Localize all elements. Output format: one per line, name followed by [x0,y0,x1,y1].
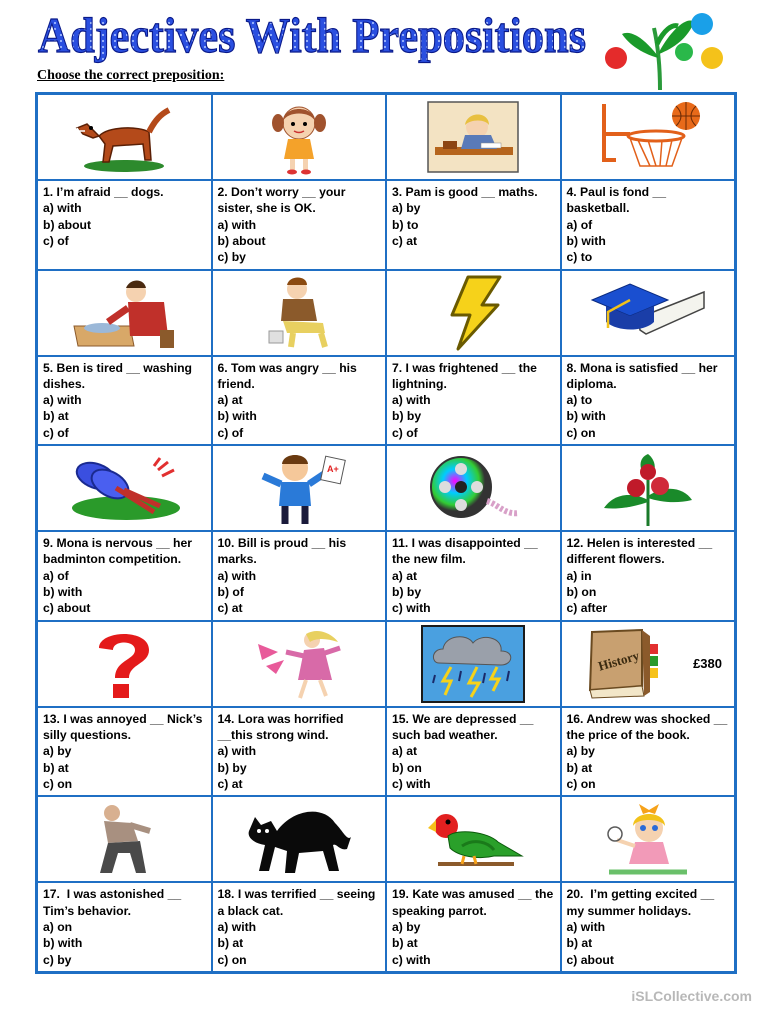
girl-icon [264,99,334,175]
question-text: 10. Bill is proud __ his marks. [217,536,350,567]
question-mark-icon [89,626,159,702]
option-b[interactable]: b) by [217,760,247,775]
student-writing-icon [427,101,519,173]
exercise-item [213,95,386,269]
colorful-plant-logo-icon [602,6,730,92]
option-c[interactable]: c) at [392,233,418,248]
windy-girl-icon [254,626,344,702]
option-a[interactable]: a) by [43,744,72,759]
exercise-item [38,95,211,269]
option-a[interactable]: a) with [217,568,257,583]
option-c[interactable]: c) of [43,233,69,248]
option-c[interactable]: c) to [566,250,593,265]
option-b[interactable]: b) by [392,409,422,424]
question-text: 5. Ben is tired __ washing dishes. [43,360,196,391]
option-c[interactable]: c) with [392,601,431,616]
option-c[interactable]: c) of [392,425,418,440]
option-c[interactable]: c) on [566,425,596,440]
page-title [34,2,594,64]
option-b[interactable]: b) on [566,585,597,600]
parrot-icon [418,806,528,872]
exercise-item [387,797,560,971]
exercise-item [562,797,735,971]
question-text: 13. I was annoyed __ Nick’s silly questions. [43,711,206,743]
lightning-bolt-icon [438,275,508,351]
question-text: 2. Don’t worry __ your sister, she is OK. [217,185,349,216]
svg-text:A+: A+ [326,464,339,475]
option-b[interactable]: b) by [392,585,422,600]
option-b[interactable]: b) to [392,217,419,232]
question-text: 7. I was frightened __ the lightning. [392,360,541,391]
option-c[interactable]: c) of [43,425,69,440]
option-c[interactable]: c) on [43,776,73,791]
flower-icon [598,450,698,526]
dog-icon [69,100,179,174]
option-c[interactable]: c) at [217,601,243,616]
option-b[interactable]: b) at [566,936,593,951]
question-text: 14. Lora was horrified __this strong wind. [217,711,347,743]
option-b[interactable]: b) at [566,760,593,775]
option-c[interactable]: c) after [566,601,608,616]
exercise-item [387,446,560,620]
girl-butterfly-icon [603,800,693,878]
question-text: 16. Andrew was shocked __ the price of the book. [566,711,731,743]
option-a[interactable]: a) with [217,217,257,232]
badminton-rackets-icon [66,454,182,522]
exercise-item [562,271,735,445]
option-a[interactable]: a) with [43,393,82,408]
option-b[interactable]: b) at [43,760,69,775]
option-b[interactable]: b) with [566,409,606,424]
exercise-item [562,622,735,796]
black-cat-icon [243,801,355,877]
option-c[interactable]: c) with [392,952,431,967]
watermark: iSLCollective.com [631,988,752,1004]
boy-washing-dishes-icon [72,276,176,350]
option-a[interactable]: a) at [392,568,418,583]
exercise-item [213,446,386,620]
option-c[interactable]: c) by [43,952,72,967]
question-text: 18. I was terrified __ seeing a black cat. [217,887,379,918]
exercise-item [38,446,211,620]
option-b[interactable]: b) about [217,233,266,248]
exercise-item [38,622,211,796]
option-a[interactable]: a) with [566,919,606,934]
option-c[interactable]: c) on [217,952,247,967]
option-c[interactable]: c) at [217,776,243,791]
option-a[interactable]: a) to [566,393,593,408]
option-b[interactable]: b) at [217,936,244,951]
question-text: 9. Mona is nervous __ her badminton competition. [43,536,196,567]
question-text: 4. Paul is fond __ basketball. [566,185,670,216]
option-b[interactable]: b) with [566,233,606,248]
angry-boy-icon [263,275,335,351]
option-a[interactable]: a) with [217,744,257,759]
film-reel-icon [423,451,523,525]
exercise-item [562,446,735,620]
exercise-item [38,271,211,445]
page-title-text: Adjectives With Prepositions [38,7,586,63]
option-c[interactable]: c) of [217,425,244,440]
option-c[interactable]: c) about [43,601,91,616]
exercise-item [387,622,560,796]
option-a[interactable]: a) of [566,217,593,232]
option-a[interactable]: a) with [217,919,257,934]
instructions: Choose the correct preposition: [37,68,225,83]
question-text: 19. Kate was amused __ the speaking parrot. [392,887,557,918]
exercise-item [387,271,560,445]
exercise-item [213,622,386,796]
option-b[interactable]: b) at [43,409,69,424]
exercise-item [387,95,560,269]
option-b[interactable]: b) with [217,409,257,424]
exercise-item [213,797,386,971]
option-b[interactable]: b) with [43,936,83,951]
option-b[interactable]: b) about [43,217,92,232]
option-a[interactable]: a) with [392,393,431,408]
option-c[interactable]: c) by [217,250,246,265]
book-price-label: £380 [693,655,722,671]
question-text: 11. I was disappointed __ the new film. [392,536,542,567]
question-text: 3. Pam is good __ maths. [392,185,538,199]
option-a[interactable]: a) on [43,919,73,934]
option-a[interactable]: a) of [43,568,69,583]
option-c[interactable]: c) about [566,952,614,967]
option-b[interactable]: b) with [43,585,83,600]
option-c[interactable]: c) on [566,776,596,791]
option-b[interactable]: b) of [217,585,244,600]
option-a[interactable]: a) at [217,393,243,408]
exercise-grid [35,92,737,974]
proud-boy-icon [249,450,349,526]
option-a[interactable]: a) at [392,744,418,759]
basketball-hoop-icon [592,100,704,174]
graduation-cap-diploma-icon [588,278,708,348]
astonished-man-icon [84,801,164,877]
option-a[interactable]: a) with [43,201,82,216]
exercise-item [213,271,386,445]
option-a[interactable]: a) in [566,568,592,583]
option-a[interactable]: a) by [392,919,421,934]
exercise-item [38,797,211,971]
option-b[interactable]: b) at [392,936,418,951]
option-b[interactable]: b) on [392,760,422,775]
question-text: 20. I’m getting excited __ my summer holidays. [566,887,718,918]
svg-text:History: History [595,647,641,674]
question-text: 12. Helen is interested __ different flowers. [566,536,716,567]
question-text: 15. We are depressed __ such bad weather. [392,711,537,743]
question-text: 17. I was astonished __ Tim’s behavior. [43,887,185,918]
exercise-item [562,95,735,269]
option-a[interactable]: a) by [392,201,421,216]
option-a[interactable]: a) by [566,744,595,759]
question-text: 6. Tom was angry __ his friend. [217,360,361,391]
option-c[interactable]: c) with [392,776,431,791]
question-text: 8. Mona is satisfied __ her diploma. [566,360,721,391]
storm-cloud-icon [421,625,525,703]
question-text: 1. I’m afraid __ dogs. [43,185,164,199]
